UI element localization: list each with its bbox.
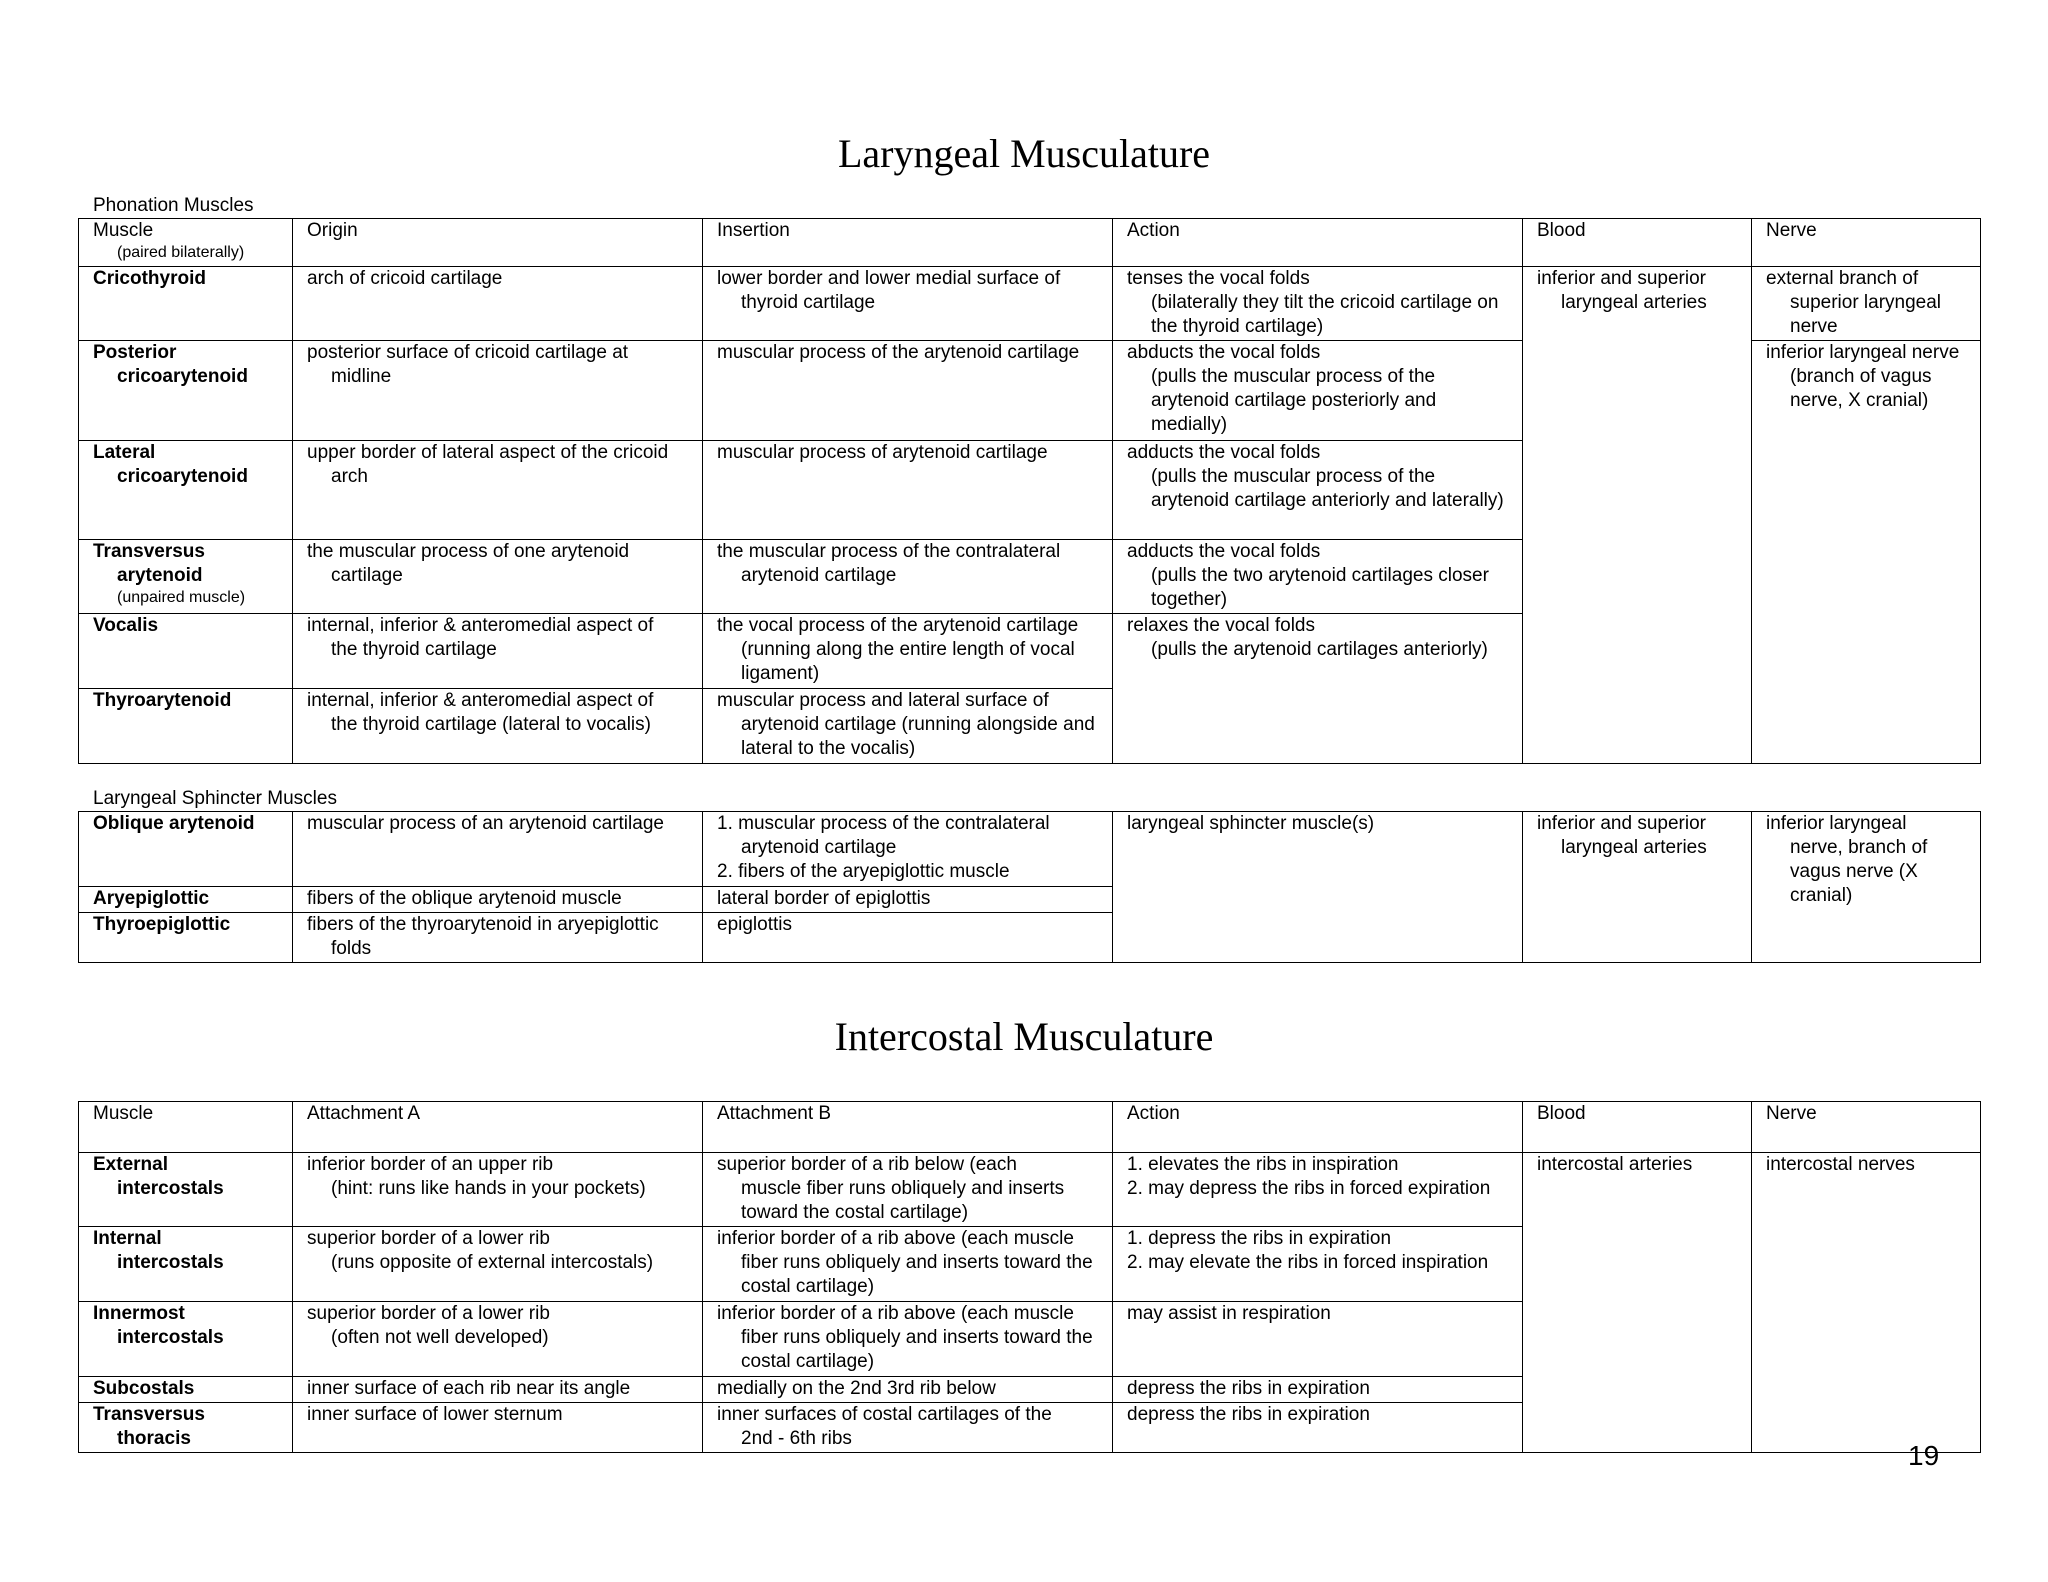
- attachment-b-cell: medially on the 2nd 3rd rib below: [703, 1377, 1113, 1403]
- muscle-name: Lateral cricoarytenoid: [79, 441, 293, 540]
- muscle-name: Subcostals: [79, 1377, 293, 1403]
- muscle-name: Transversus arytenoid (unpaired muscle): [79, 540, 293, 614]
- insertion-cell: lateral border of epiglottis: [703, 887, 1113, 913]
- nerve-cell: external branch of superior laryngeal nerve: [1752, 267, 1981, 341]
- header-action: Action: [1113, 1102, 1523, 1153]
- blood-cell: inferior and superior laryngeal arteries: [1523, 812, 1752, 963]
- attachment-b-cell: inferior border of a rib above (each muscle fiber runs obliquely and inserts toward the costal cartilage): [703, 1227, 1113, 1302]
- header-attachment-a: Attachment A: [293, 1102, 703, 1153]
- sphincter-table: [78, 811, 1981, 963]
- header-nerve: Nerve: [1752, 219, 1981, 267]
- header-blood: Blood: [1523, 1102, 1752, 1153]
- attachment-a-cell: inner surface of each rib near its angle: [293, 1377, 703, 1403]
- muscle-name: Thyroepiglottic: [79, 913, 293, 963]
- action-cell: adducts the vocal folds (pulls the muscular process of the arytenoid cartilage anteriorly and laterally): [1113, 441, 1523, 540]
- phonation-table: [78, 218, 1981, 764]
- muscle-name: Cricothyroid: [79, 267, 293, 341]
- table-row: [79, 812, 1981, 887]
- action-cell: depress the ribs in expiration: [1113, 1377, 1523, 1403]
- table-row: [79, 1153, 1981, 1227]
- action-cell: abducts the vocal folds (pulls the muscular process of the arytenoid cartilage posteriorly and medially): [1113, 341, 1523, 441]
- muscle-name: External intercostals: [79, 1153, 293, 1227]
- header-origin: Origin: [293, 219, 703, 267]
- attachment-a-cell: superior border of a lower rib (runs opposite of external intercostals): [293, 1227, 703, 1302]
- muscle-name: Oblique arytenoid: [79, 812, 293, 887]
- attachment-a-cell: inner surface of lower sternum: [293, 1403, 703, 1453]
- intercostal-title: Intercostal Musculature: [834, 1014, 1214, 1059]
- origin-cell: muscular process of an arytenoid cartilage: [293, 812, 703, 887]
- attachment-a-cell: inferior border of an upper rib (hint: runs like hands in your pockets): [293, 1153, 703, 1227]
- nerve-cell: inferior laryngeal nerve (branch of vagus nerve, X cranial): [1752, 341, 1981, 764]
- header-insertion: Insertion: [703, 219, 1113, 267]
- origin-cell: posterior surface of cricoid cartilage at midline: [293, 341, 703, 441]
- attachment-b-cell: inner surfaces of costal cartilages of the 2nd - 6th ribs: [703, 1403, 1113, 1453]
- nerve-cell: intercostal nerves: [1752, 1153, 1981, 1453]
- action-cell: relaxes the vocal folds (pulls the arytenoid cartilages anteriorly): [1113, 614, 1523, 764]
- table-header-row: [79, 1102, 1981, 1153]
- page-number: 19: [1908, 1440, 1940, 1471]
- muscle-name: Vocalis: [79, 614, 293, 689]
- attachment-b-cell: superior border of a rib below (each muscle fiber runs obliquely and inserts toward the costal cartilage): [703, 1153, 1113, 1227]
- insertion-cell: muscular process and lateral surface of arytenoid cartilage (running alongside and lateral to the vocalis): [703, 689, 1113, 764]
- laryngeal-title: Laryngeal Musculature: [837, 131, 1211, 176]
- table-header-row: [79, 219, 1981, 267]
- action-cell: 1. elevates the ribs in inspiration 2. may depress the ribs in forced expiration: [1113, 1153, 1523, 1227]
- insertion-cell: 1. muscular process of the contralateral arytenoid cartilage 2. fibers of the aryepiglottic muscle: [703, 812, 1113, 887]
- table-row: [79, 267, 1981, 341]
- phonation-label: Phonation Muscles: [93, 195, 254, 216]
- header-muscle: Muscle: [79, 1102, 293, 1153]
- sphincter-label: Laryngeal Sphincter Muscles: [93, 788, 337, 809]
- header-blood: Blood: [1523, 219, 1752, 267]
- blood-cell: inferior and superior laryngeal arteries: [1523, 267, 1752, 764]
- insertion-cell: the vocal process of the arytenoid cartilage (running along the entire length of vocal ligament): [703, 614, 1113, 689]
- insertion-cell: muscular process of arytenoid cartilage: [703, 441, 1113, 540]
- header-attachment-b: Attachment B: [703, 1102, 1113, 1153]
- origin-cell: internal, inferior & anteromedial aspect of the thyroid cartilage (lateral to vocalis): [293, 689, 703, 764]
- insertion-cell: muscular process of the arytenoid cartilage: [703, 341, 1113, 441]
- origin-cell: fibers of the oblique arytenoid muscle: [293, 887, 703, 913]
- muscle-name: Transversus thoracis: [79, 1403, 293, 1453]
- action-cell: tenses the vocal folds (bilaterally they tilt the cricoid cartilage on the thyroid cartilage): [1113, 267, 1523, 341]
- action-cell: 1. depress the ribs in expiration 2. may elevate the ribs in forced inspiration: [1113, 1227, 1523, 1302]
- muscle-name: Internal intercostals: [79, 1227, 293, 1302]
- header-action: Action: [1113, 219, 1523, 267]
- muscle-name: Posterior cricoarytenoid: [79, 341, 293, 441]
- origin-cell: internal, inferior & anteromedial aspect of the thyroid cartilage: [293, 614, 703, 689]
- muscle-name: Innermost intercostals: [79, 1302, 293, 1377]
- insertion-cell: the muscular process of the contralateral arytenoid cartilage: [703, 540, 1113, 614]
- nerve-cell: inferior laryngeal nerve, branch of vagus nerve (X cranial): [1752, 812, 1981, 963]
- intercostal-table: [78, 1101, 1981, 1453]
- origin-cell: upper border of lateral aspect of the cricoid arch: [293, 441, 703, 540]
- insertion-cell: lower border and lower medial surface of thyroid cartilage: [703, 267, 1113, 341]
- muscle-name: Aryepiglottic: [79, 887, 293, 913]
- insertion-cell: epiglottis: [703, 913, 1113, 963]
- muscle-name: Thyroarytenoid: [79, 689, 293, 764]
- action-cell: laryngeal sphincter muscle(s): [1113, 812, 1523, 963]
- action-cell: depress the ribs in expiration: [1113, 1403, 1523, 1453]
- origin-cell: fibers of the thyroarytenoid in aryepiglottic folds: [293, 913, 703, 963]
- action-cell: may assist in respiration: [1113, 1302, 1523, 1377]
- attachment-b-cell: inferior border of a rib above (each muscle fiber runs obliquely and inserts toward the costal cartilage): [703, 1302, 1113, 1377]
- action-cell: adducts the vocal folds (pulls the two arytenoid cartilages closer together): [1113, 540, 1523, 614]
- blood-cell: intercostal arteries: [1523, 1153, 1752, 1453]
- header-muscle: Muscle (paired bilaterally): [79, 219, 293, 267]
- header-nerve: Nerve: [1752, 1102, 1981, 1153]
- origin-cell: arch of cricoid cartilage: [293, 267, 703, 341]
- origin-cell: the muscular process of one arytenoid cartilage: [293, 540, 703, 614]
- attachment-a-cell: superior border of a lower rib (often not well developed): [293, 1302, 703, 1377]
